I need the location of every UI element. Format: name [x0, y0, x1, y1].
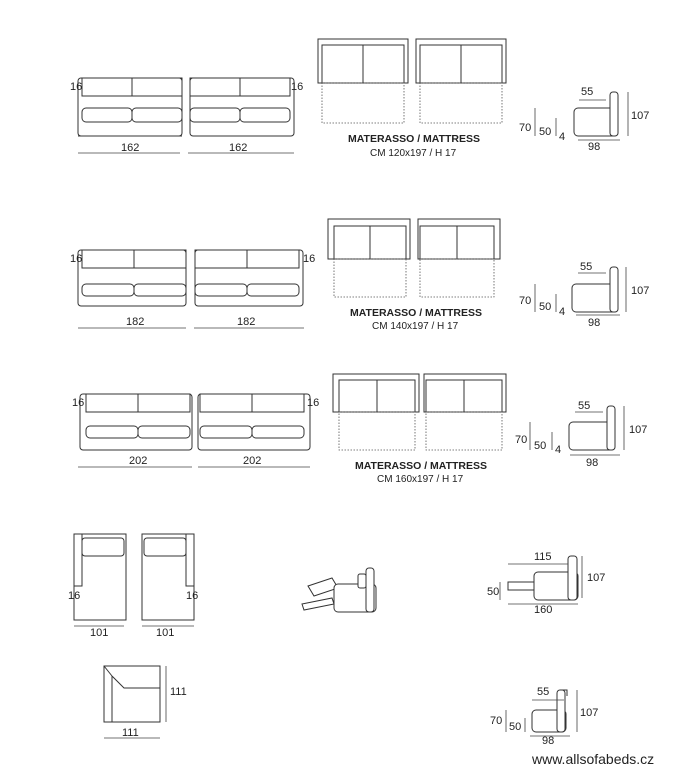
side-back-height: 107: [631, 285, 650, 297]
corner-side-total-depth: 98: [542, 735, 555, 747]
width-dimension-right: 182: [237, 316, 256, 328]
corner-width: 111: [122, 727, 139, 739]
side-seat-depth: 55: [581, 86, 594, 98]
arm-dimension-right: 16: [303, 253, 316, 265]
side-arm-height: 70: [515, 434, 528, 446]
arm-dimension-left: 16: [70, 81, 83, 93]
mattress-size: CM 120x197 / H 17: [370, 148, 457, 159]
recliner-seat-height: 50: [487, 586, 500, 598]
mattress-title: MATERASSO / MATTRESS: [348, 133, 481, 145]
arm-dimension-left: 16: [72, 397, 85, 409]
width-dimension-right: 202: [243, 455, 262, 467]
recliner-total-length: 160: [534, 604, 553, 616]
chaise-left-arm: 16: [68, 590, 81, 602]
width-dimension-right: 162: [229, 142, 248, 154]
side-seat-height: 50: [539, 126, 552, 138]
mattress-plan-3: [333, 374, 506, 450]
chaise-right: [142, 534, 194, 626]
side-feet-height: 4: [555, 444, 562, 456]
website-label: www.allsofabeds.cz: [532, 751, 655, 767]
chaise-right-width: 101: [156, 627, 175, 639]
corner-depth: 111: [170, 686, 187, 698]
mattress-size: CM 160x197 / H 17: [377, 474, 464, 485]
row-2: [70, 219, 649, 332]
corner-side-seat-depth: 55: [537, 686, 550, 698]
recliner-side: [500, 556, 582, 604]
width-dimension-left: 162: [121, 142, 140, 154]
side-arm-height: 70: [519, 295, 532, 307]
width-dimension-left: 182: [126, 316, 145, 328]
side-back-height: 107: [631, 110, 650, 122]
mattress-title: MATERASSO / MATTRESS: [350, 307, 483, 319]
mattress-title: MATERASSO / MATTRESS: [355, 460, 488, 472]
corner-side-back-height: 107: [580, 707, 599, 719]
arm-dimension-right: 16: [307, 397, 320, 409]
recliner-extended-top: 115: [534, 551, 552, 563]
side-seat-height: 50: [534, 440, 547, 452]
side-feet-height: 4: [559, 306, 566, 318]
chaise-right-arm: 16: [186, 590, 199, 602]
arm-dimension-right: 16: [291, 81, 304, 93]
corner-side-arm-height: 70: [490, 715, 503, 727]
side-total-depth: 98: [586, 457, 599, 469]
corner-side-seat-height: 50: [509, 721, 522, 733]
side-arm-height: 70: [519, 122, 532, 134]
width-dimension-left: 202: [129, 455, 148, 467]
row-3: [72, 374, 647, 485]
recliner-sketch: [302, 568, 376, 612]
side-back-height: 107: [629, 424, 648, 436]
recliner-back-height: 107: [587, 572, 606, 584]
chaise-left-width: 101: [90, 627, 109, 639]
mattress-size: CM 140x197 / H 17: [372, 321, 459, 332]
mattress-plan-2: [328, 219, 500, 297]
mattress-plan-1: [318, 39, 506, 123]
row-1: [70, 39, 649, 159]
side-total-depth: 98: [588, 141, 601, 153]
side-seat-depth: 55: [578, 400, 591, 412]
arm-dimension-left: 16: [70, 253, 83, 265]
side-seat-height: 50: [539, 301, 552, 313]
side-feet-height: 4: [559, 131, 566, 143]
side-seat-depth: 55: [580, 261, 593, 273]
side-total-depth: 98: [588, 317, 601, 329]
chaise-left: [74, 534, 126, 626]
